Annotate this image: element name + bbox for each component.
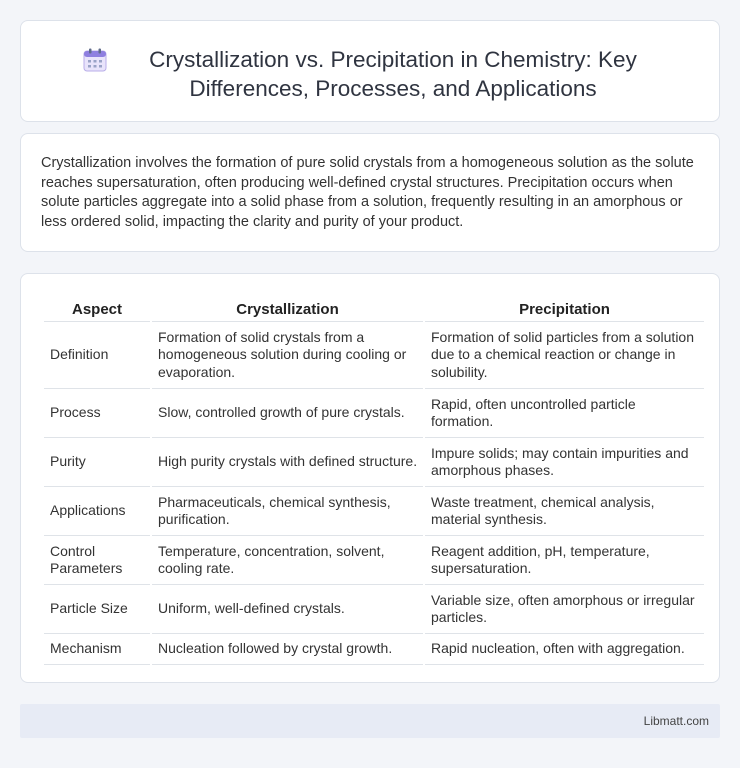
precipitation-cell: Impure solids; may contain impurities and amorphous phases. — [425, 438, 704, 487]
header-aspect: Aspect — [44, 294, 150, 322]
table-row — [44, 487, 704, 536]
table-row — [44, 438, 704, 487]
aspect-cell: Applications — [44, 487, 150, 536]
intro-card — [20, 133, 720, 252]
aspect-cell: Particle Size — [44, 585, 150, 634]
crystallization-cell: Formation of solid crystals from a homogeneous solution during cooling or evaporation. — [152, 322, 423, 389]
crystallization-cell: Slow, controlled growth of pure crystals. — [152, 389, 423, 438]
footer — [20, 704, 720, 738]
crystallization-cell: Pharmaceuticals, chemical synthesis, purification. — [152, 487, 423, 536]
table-row — [44, 634, 704, 665]
aspect-cell: Definition — [44, 322, 150, 389]
table-header-row — [44, 294, 704, 322]
precipitation-cell: Variable size, often amorphous or irregular particles. — [425, 585, 704, 634]
crystallization-cell: Uniform, well-defined crystals. — [152, 585, 423, 634]
calendar-icon — [82, 47, 108, 73]
header-crystallization: Crystallization — [152, 294, 423, 322]
comparison-table — [42, 294, 706, 665]
footer-brand-link[interactable]: Libmatt.com — [643, 714, 709, 728]
aspect-cell: Purity — [44, 438, 150, 487]
aspect-cell: Mechanism — [44, 634, 150, 665]
comparison-card — [20, 273, 720, 683]
crystallization-cell: High purity crystals with defined structure. — [152, 438, 423, 487]
page-title: Crystallization vs. Precipitation in Chemistry: Key Differences, Processes, and Applications — [149, 47, 637, 101]
table-row — [44, 389, 704, 438]
table-row — [44, 322, 704, 389]
intro-paragraph: Crystallization involves the formation of pure solid crystals from a homogeneous solution as the solute reaches supersaturation, often producing well-defined crystal structures. Precipitation occurs when solute particles aggregate into a solid phase from a solution, frequently resulting in an amorphous or less ordered solid, impacting the clarity and purity of your product. — [41, 155, 694, 230]
aspect-cell: Control Parameters — [44, 536, 150, 585]
precipitation-cell: Reagent addition, pH, temperature, supersaturation. — [425, 536, 704, 585]
precipitation-cell: Formation of solid particles from a solution due to a chemical reaction or change in solubility. — [425, 322, 704, 389]
crystallization-cell: Nucleation followed by crystal growth. — [152, 634, 423, 665]
table-row — [44, 585, 704, 634]
table-row — [44, 536, 704, 585]
title-card — [20, 20, 720, 122]
precipitation-cell: Rapid, often uncontrolled particle formation. — [425, 389, 704, 438]
aspect-cell: Process — [44, 389, 150, 438]
precipitation-cell: Rapid nucleation, often with aggregation. — [425, 634, 704, 665]
precipitation-cell: Waste treatment, chemical analysis, material synthesis. — [425, 487, 704, 536]
header-precipitation: Precipitation — [425, 294, 704, 322]
crystallization-cell: Temperature, concentration, solvent, cooling rate. — [152, 536, 423, 585]
